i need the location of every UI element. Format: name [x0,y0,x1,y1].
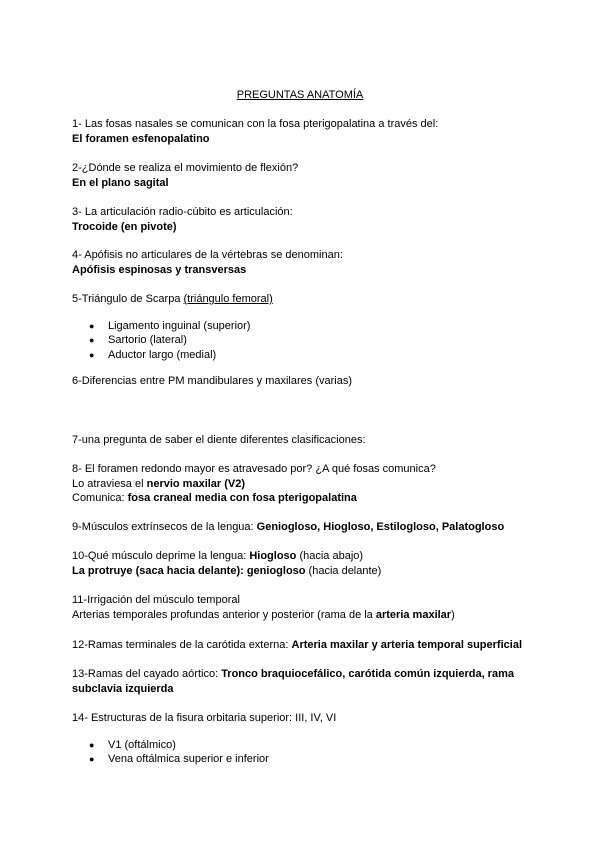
question-3 [72,205,542,234]
question-14 [72,711,542,767]
question-text: 7-una pregunta de saber el diente diferentes clasificaciones: [72,434,366,446]
answer-suffix: (hacia delante) [305,564,382,577]
question-line [72,520,542,535]
answer-line [72,564,542,579]
answer-bold: fosa craneal media con fosa pterigopalatina [127,492,357,504]
question-text: 10-Qué músculo deprime la lengua: [72,550,250,562]
list-item: ● Sartorio (lateral) [72,333,542,348]
question-text: 9-Músculos extrínsecos de la lengua: [72,521,257,533]
answer-text: Apófisis espinosas y transversas [72,263,247,276]
question-7 [72,433,542,448]
question-line [72,549,542,564]
question-text: 4- Apófisis no articulares de la vértebras se denominan: [72,249,343,261]
question-text: 11-Irrigación del músculo temporal [72,594,240,606]
question-9 [72,520,542,535]
answer-suffix: (hacia abajo) [296,550,364,562]
answer-bold: Geniogloso, Hiogloso, Estilogloso, Palatogloso [256,521,505,533]
question-text: 14- Estructuras de la fisura orbitaria superior: III, IV, VI [72,712,337,724]
answer-text: En el plano sagital [72,176,169,189]
bullet-list [72,738,542,767]
question-13 [72,667,542,696]
answer-bold: nervio maxilar (V2) [146,477,246,490]
bullet-list [72,319,542,363]
question-12 [72,638,542,653]
question-text: 8- El foramen redondo mayor es atravesado por? ¿A qué fosas comunica? [72,463,436,475]
answer-suffix: ) [451,608,455,621]
question-text-main: 5-Triángulo de Scarpa [72,293,184,305]
list-item: ● V1 (oftálmico) [72,738,542,753]
question-5 [72,292,542,362]
list-item: ● Ligamento inguinal (superior) [72,319,542,334]
question-1 [72,117,542,146]
question-text: 2-¿Dónde se realiza el movimiento de flexión? [72,162,299,174]
question-11 [72,593,542,622]
answer-line [72,477,542,492]
question-text: 12-Ramas terminales de la carótida externa: [72,639,292,651]
question-text [72,292,542,307]
answer-bold: arteria maxilar [375,608,452,621]
answer-bold: Hiogloso [249,550,297,562]
answer-bold: Tronco braquiocefálico, carótida común izquierda, rama subclavia izquierda [72,668,514,695]
question-line [72,638,542,653]
question-6 [72,374,542,389]
question-text: 1- Las fosas nasales se comunican con la fosa pterigopalatina a través del: [72,118,439,130]
question-text: 13-Ramas del cayado aórtico: [72,668,222,680]
question-text: 6-Diferencias entre PM mandibulares y maxilares (varias) [72,375,352,387]
answer-line [72,491,542,506]
question-text-underlined: (triángulo femoral) [183,293,273,305]
answer-bold: Arteria maxilar y arteria temporal superficial [291,639,522,651]
answer-prefix: Comunica: [72,492,128,504]
answer-text: El foramen esfenopalatino [72,132,210,145]
question-line [72,667,542,696]
question-text: 3- La articulación radio-cúbito es articulación: [72,206,293,218]
list-item: ● Vena oftálmica superior e inferior [72,752,542,767]
question-2 [72,161,542,190]
list-item: ● Aductor largo (medial) [72,348,542,363]
answer-prefix: Arterias temporales profundas anterior y posterior (rama de la [72,608,376,621]
answer-text: Trocoide (en pivote) [72,220,177,233]
answer-prefix: Lo atraviesa el [72,477,147,490]
question-10 [72,549,542,578]
answer-bold: La protruye (saca hacia delante): geniogloso [72,564,306,577]
question-8 [72,462,542,506]
answer-line [72,608,542,623]
page-title: PREGUNTAS ANATOMÍA [236,89,364,101]
question-4 [72,248,542,277]
